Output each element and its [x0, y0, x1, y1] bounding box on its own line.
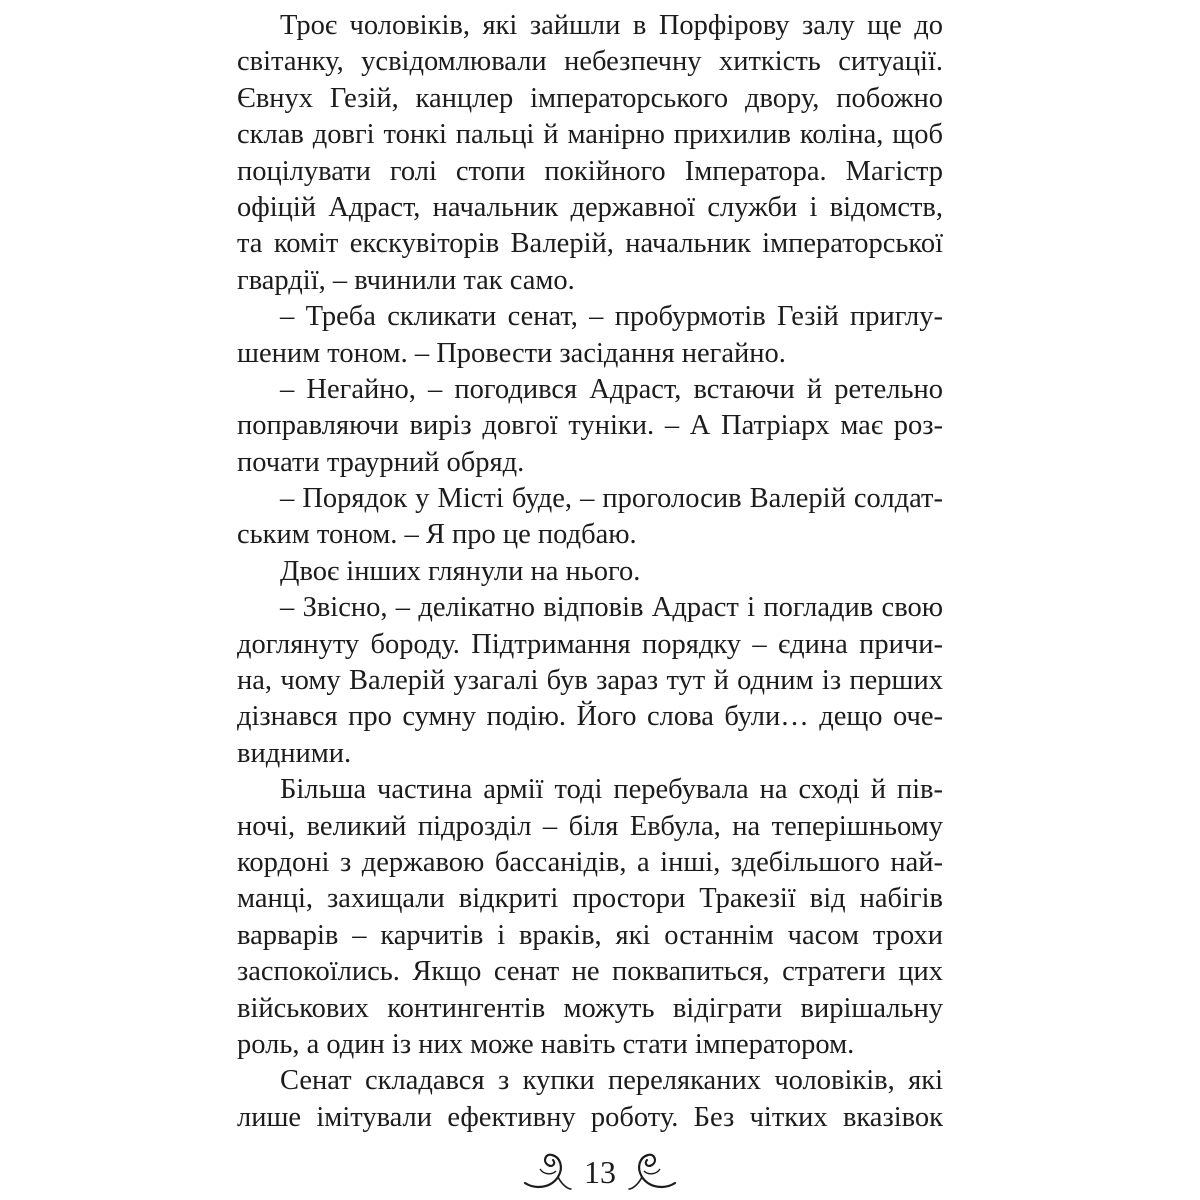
text-line: поправляючи виріз довгої туніки. – А Патріарх має роз- [237, 410, 943, 442]
text-line: військових контингентів можуть відіграти вирішальну [237, 992, 943, 1024]
text-line: лише імітували ефективну роботу. Без чітких вказівок [237, 1101, 943, 1133]
text-line: доглянуту бороду. Підтримання порядку – єдина причи- [237, 628, 943, 660]
text-line: ським тоном. – Я про це подбаю. [237, 519, 637, 551]
text-line: Троє чоловіків, які зайшли в Порфірову залу ще до [280, 10, 943, 41]
text-line: варварів – карчитів і враків, які останнім часом трохи [237, 919, 943, 951]
text-line: Сенат складався з купки переляканих чоловіків, які [280, 1065, 943, 1097]
text-line: почати траурний обряд. [237, 446, 525, 478]
text-line: шеним тоном. – Провести засідання негайно. [237, 337, 786, 369]
text-line: світанку, усвідомлювали небезпечну хиткість ситуації. [237, 46, 943, 78]
text-line: Двоє інших глянули на нього. [280, 555, 641, 587]
text-line: заспокоїлись. Якщо сенат не поквапиться, стратеги цих [237, 956, 943, 988]
body-text [237, 8, 943, 1136]
text-line: поцілувати голі стопи покійного Імператора. Магістр [237, 155, 943, 187]
text-line: на, чому Валерій узагалі був зараз тут й одним із перших [237, 665, 943, 697]
text-line: – Негайно, – погодився Адраст, встаючи й ретельно [280, 373, 943, 405]
text-line: манці, захищали відкриті простори Тракезії від набігів [237, 883, 943, 915]
text-line: – Треба скликати сенат, – пробурмотів Гезій приглу- [280, 301, 943, 333]
text-line: гвардії, – вчинили так само. [237, 264, 575, 296]
right-ornament-icon [628, 1149, 678, 1195]
text-line: Євнух Гезій, канцлер імператорського двору, побожно [237, 82, 943, 114]
text-line: роль, а один із них може навіть стати імператором. [237, 1028, 855, 1060]
text-line: – Порядок у Місті буде, – проголосив Валерій солдат- [280, 483, 943, 515]
page-number: 13 [584, 1154, 616, 1190]
text-line: – Звісно, – делікатно відповів Адраст і погладив свою [280, 592, 943, 624]
text-line: видними. [237, 737, 352, 769]
page-footer [0, 1148, 1200, 1196]
text-line: офіцій Адраст, начальник державної служби і відомств, [237, 191, 943, 223]
text-line: дізнався про сумну подію. Його слова були… дещо оче- [237, 701, 943, 733]
text-line: кордоні з державою бассанідів, а інші, здебільшого най- [237, 846, 943, 878]
text-line: склав довгі тонкі пальці й манірно прихилив коліна, щоб [237, 119, 943, 151]
left-ornament-icon [522, 1149, 572, 1195]
text-line: ночі, великий підрозділ – біля Евбула, на теперішньому [237, 810, 943, 842]
text-line: та коміт екскувіторів Валерій, начальник імператорської [237, 228, 943, 260]
text-line: Більша частина армії тоді перебувала на сході й пів- [280, 774, 943, 806]
